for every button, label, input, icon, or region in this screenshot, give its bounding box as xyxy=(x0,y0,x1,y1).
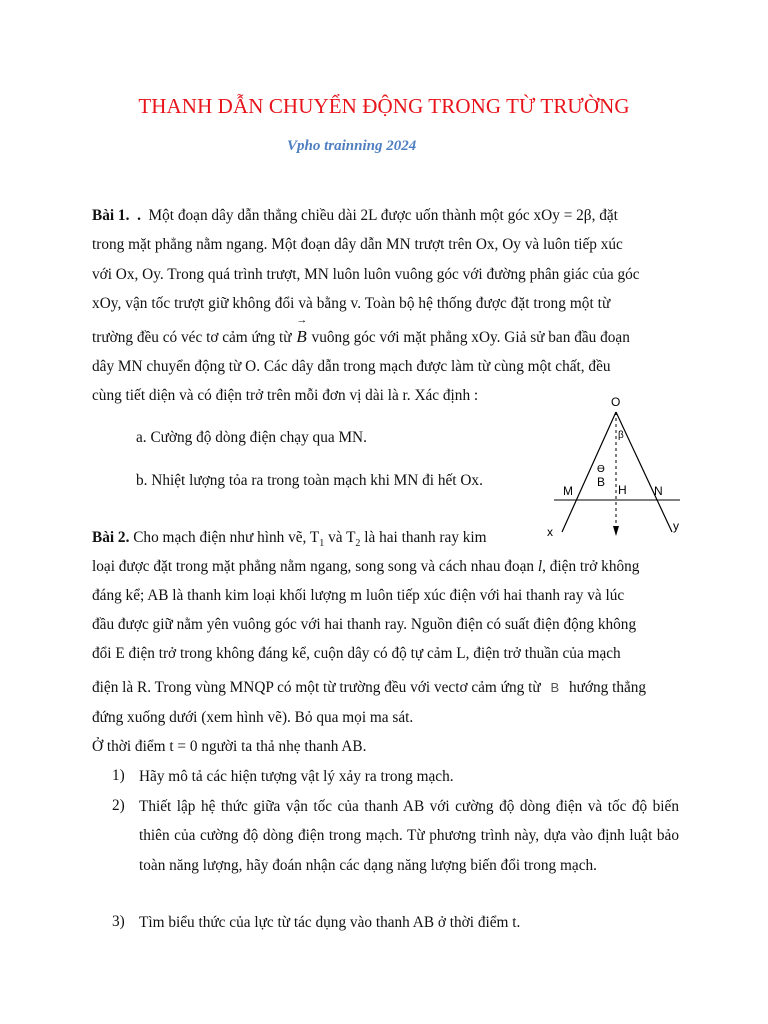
bai1-label: Bài 1. xyxy=(92,207,130,224)
bai2-text-2b: , điện trở không xyxy=(542,558,640,575)
bai2-text-3: đáng kể; AB là thanh kim loại khối lượng m luôn tiếp xúc điện với hai thanh ray và lúc xyxy=(92,587,625,604)
fig-label-theta: ϴ xyxy=(597,464,605,475)
bai1-text-7: cùng tiết diện và có điện trở trên mỗi đơn vị dài là r. Xác định : xyxy=(92,387,479,404)
page-title: THANH DẪN CHUYỂN ĐỘNG TRONG TỪ TRƯỜNG xyxy=(138,94,630,118)
list-item-number: 1) xyxy=(112,767,125,784)
fig-line-ox xyxy=(562,412,616,532)
list-item-text: Hãy mô tả các hiện tượng vật lý xảy ra trong mạch. xyxy=(139,768,454,785)
bai2-text-1b: và T xyxy=(324,529,356,546)
bai2-b-symbol: B xyxy=(550,680,560,695)
fig-label-n: N xyxy=(654,484,663,498)
fig-label-h: H xyxy=(618,483,627,497)
fig-label-x: x xyxy=(547,525,553,539)
bai1-question-a: a. Cường độ dòng điện chạy qua MN. xyxy=(136,429,367,446)
bai1-line-5 xyxy=(92,327,630,347)
bai1-text-5b: vuông góc với mặt phẳng xOy. Giả sử ban đầu đoạn xyxy=(311,329,630,346)
bai2-line-1 xyxy=(92,529,487,549)
bai2-line-2 xyxy=(92,558,639,576)
fig-label-o: O xyxy=(611,395,621,409)
list-item-number: 2) xyxy=(112,797,125,814)
fig-label-m: M xyxy=(563,484,573,498)
fig-label-y: y xyxy=(673,519,679,533)
bai2-text-2a: loại được đặt trong mặt phẳng nằm ngang, song song và cách nhau đoạn xyxy=(92,558,538,575)
bai1-question-b: b. Nhiệt lượng tỏa ra trong toàn mạch khi MN đi hết Ox. xyxy=(136,472,483,489)
bai1-line-1 xyxy=(92,207,618,225)
bai2-text-1c: là hai thanh ray kim xyxy=(360,529,487,546)
bai2-text-6b: hướng thẳng xyxy=(568,679,647,696)
bai2-text-8: Ở thời điểm t = 0 người ta thả nhẹ thanh AB. xyxy=(92,738,367,755)
bai2-sub-1: 1 xyxy=(319,538,325,550)
bai1-figure xyxy=(540,390,690,540)
vector-b-symbol: → B xyxy=(295,327,307,347)
bai2-text-7: đứng xuống dưới (xem hình vẽ). Bỏ qua mọi ma sát. xyxy=(92,709,414,726)
fig-label-beta: β xyxy=(618,430,624,441)
bai2-text-5: đổi E điện trở trong không đáng kể, cuộn dây có độ tự cảm L, điện trở thuần của mạch xyxy=(92,645,621,662)
fig-line-oy xyxy=(616,412,672,532)
bai2-text-6a: điện là R. Trong vùng MNQP có một từ trường đều với vectơ cảm ứng từ xyxy=(92,679,541,696)
bai2-line-6 xyxy=(92,679,646,697)
list-item-text: Tìm biểu thức của lực từ tác dụng vào thanh AB ở thời điểm t. xyxy=(139,914,521,931)
bai1-text-2: trong mặt phẳng nằm ngang. Một đoạn dây dẫn MN trượt trên Ox, Oy và luôn tiếp xúc xyxy=(92,236,623,253)
fig-velocity-arrow xyxy=(613,526,619,536)
fig-label-b: B xyxy=(597,475,606,489)
bai1-text-5a: trường đều có véc tơ cảm ứng từ xyxy=(92,329,292,346)
bai2-text-1a: Cho mạch điện như hình vẽ, T xyxy=(133,529,320,546)
bai2-text-4: đầu được giữ nằm yên vuông góc với hai thanh ray. Nguồn điện có suất điện động không xyxy=(92,616,637,633)
list-item-number: 3) xyxy=(112,913,125,930)
bai1-text-3: với Ox, Oy. Trong quá trình trượt, MN luôn luôn vuông góc với đường phân giác của góc xyxy=(92,266,640,283)
bai1-dot: . xyxy=(137,207,141,224)
bai2-sub-2: 2 xyxy=(355,538,361,550)
list-item-text: Thiết lập hệ thức giữa vận tốc của thanh AB với cường độ dòng điện và tốc độ biến thiên của cường độ dòng điện trong mạch. Từ phương trình này, dựa vào định luật bảo toàn năng lượng, hãy đoán nhận các dạng năng lượng biến đổi trong mạch. xyxy=(139,798,679,874)
bai1-text-1: Một đoạn dây dẫn thẳng chiều dài 2L được uốn thành một góc xOy = 2β, đặt xyxy=(148,207,618,224)
bai2-var-l: l xyxy=(537,558,543,575)
bai1-text-4: xOy, vận tốc trượt giữ không đổi và bằng v. Toàn bộ hệ thống được đặt trong một từ xyxy=(92,295,611,312)
bai2-label: Bài 2. xyxy=(92,529,130,546)
bai1-text-6: dây MN chuyển động từ O. Các dây dẫn trong mạch được làm từ cùng một chất, đều xyxy=(92,358,611,375)
page-subtitle: Vpho trainning 2024 xyxy=(287,138,417,154)
